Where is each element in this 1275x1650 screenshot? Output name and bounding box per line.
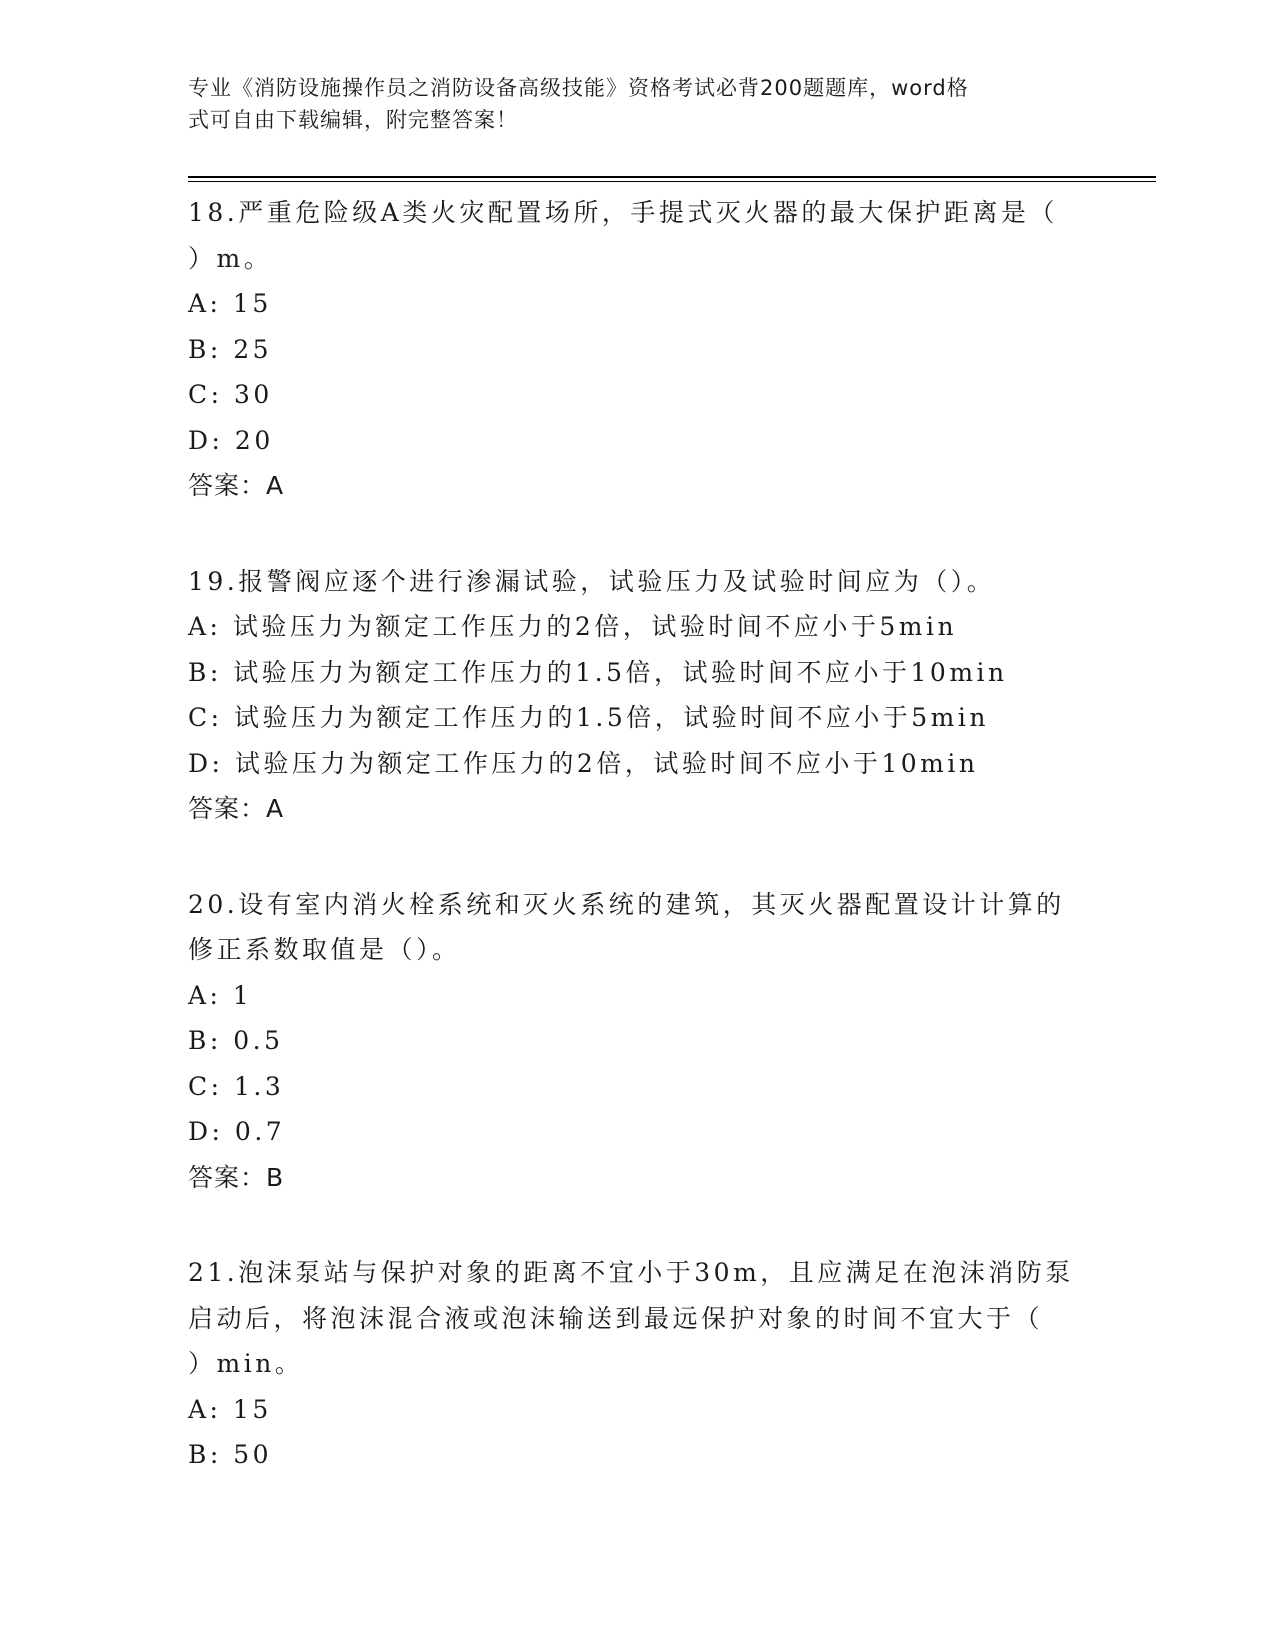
answer-line: 答案：B: [188, 1162, 285, 1192]
question-19: [188, 559, 1068, 832]
question-21: [188, 1250, 1074, 1478]
header-line-1: 专业《消防设施操作员之消防设备高级技能》资格考试必背200题题库，word格: [188, 76, 969, 100]
option-a: A: 试验压力为额定工作压力的2倍，试验时间不应小于5min: [188, 612, 958, 641]
option-b: B: 0.5: [188, 1026, 284, 1055]
option-c: C: 1.3: [188, 1071, 285, 1101]
question-list: [188, 190, 1074, 1528]
header-line-2: 式可自由下载编辑，附完整答案！: [188, 108, 518, 132]
question-stem-line: 启动后，将泡沫混合液或泡沫输送到最远保护对象的时间不宜大于（: [188, 1303, 1044, 1333]
header-divider-thin: [188, 181, 1156, 182]
option-a: A: 15: [188, 289, 272, 318]
question-stem-line: 21.泡沫泵站与保护对象的距离不宜小于30m，且应满足在泡沫消防泵: [188, 1258, 1074, 1287]
option-d: D: 试验压力为额定工作压力的2倍，试验时间不应小于10min: [188, 748, 979, 778]
answer-line: 答案：A: [188, 794, 285, 823]
option-d: D: 20: [188, 425, 274, 455]
option-c: C: 30: [188, 380, 273, 409]
header-divider-thick: [188, 176, 1156, 178]
option-b: B: 试验压力为额定工作压力的1.5倍，试验时间不应小于10min: [188, 657, 1008, 687]
question-stem-line: ）min。: [188, 1349, 304, 1378]
question-stem-line: ）m。: [188, 243, 273, 273]
document-header: [188, 72, 1068, 136]
question-stem-line: 19.报警阀应逐个进行渗漏试验，试验压力及试验时间应为（）。: [188, 566, 996, 596]
option-c: C: 试验压力为额定工作压力的1.5倍，试验时间不应小于5min: [188, 703, 989, 732]
option-a: A: 1: [188, 980, 253, 1010]
answer-line: 答案：A: [188, 471, 285, 500]
question-20: [188, 882, 1068, 1201]
question-stem-line: 修正系数取值是（）。: [188, 935, 461, 964]
option-b: B: 25: [188, 334, 273, 364]
option-d: D: 0.7: [188, 1117, 286, 1146]
question-stem-line: 20.设有室内消火栓系统和灭火系统的建筑，其灭火器配置设计计算的: [188, 889, 1065, 919]
option-a: A: 15: [188, 1394, 272, 1424]
option-b: B: 50: [188, 1440, 273, 1469]
question-18: [188, 190, 1068, 509]
question-stem-line: 18.严重危险级A类火灾配置场所，手提式灭火器的最大保护距离是（: [188, 198, 1058, 227]
